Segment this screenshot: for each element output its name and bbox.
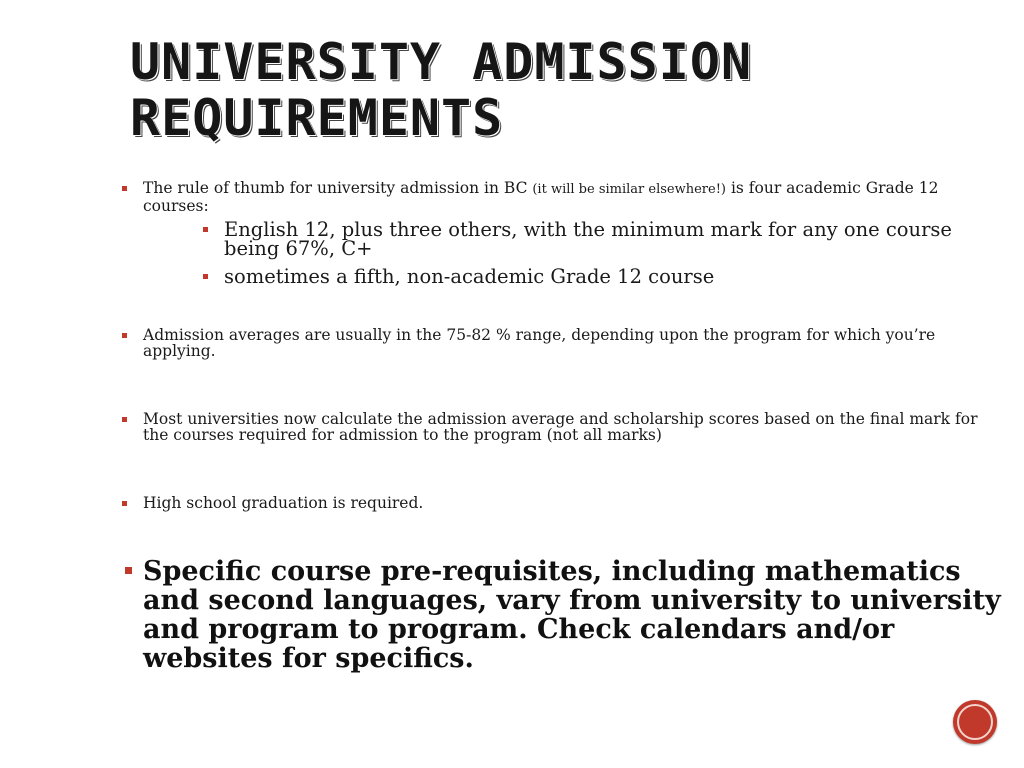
next-slide-button[interactable] — [953, 700, 997, 744]
bullet-prerequisites: Specific course pre-requisites, including mathematics and second languages, vary from university to university and program to program. Check calendars and/or websites for specifics. — [122, 557, 1002, 673]
slide-title-line2: REQUIREMENTS — [130, 89, 504, 147]
slide-title-line1: UNIVERSITY ADMISSION — [130, 33, 753, 91]
bullet-rule-rest: is four academic Grade 12 courses: — [143, 179, 939, 215]
bullet-graduation: High school graduation is required. — [122, 495, 1002, 511]
bullet-rule-text: The rule of thumb for university admission in BC — [143, 179, 533, 197]
subbullet-english: English 12, plus three others, with the minimum mark for any one course being 67%, C+ — [203, 220, 1002, 258]
bullet-list — [122, 180, 1002, 673]
slide-title — [130, 34, 830, 146]
bullet-calculation: Most universities now calculate the admission average and scholarship scores based on the final mark for the courses required for admission to the program (not all marks) — [122, 411, 1002, 443]
bullet-rule-of-thumb — [122, 180, 1002, 214]
bullet-rule-paren: (it will be similar elsewhere!) — [532, 182, 727, 197]
bullet-admission-averages: Admission averages are usually in the 75-82 % range, depending upon the program for which you’re applying. — [122, 327, 1002, 359]
subbullet-fifth-course: sometimes a fifth, non-academic Grade 12 course — [203, 267, 1002, 286]
